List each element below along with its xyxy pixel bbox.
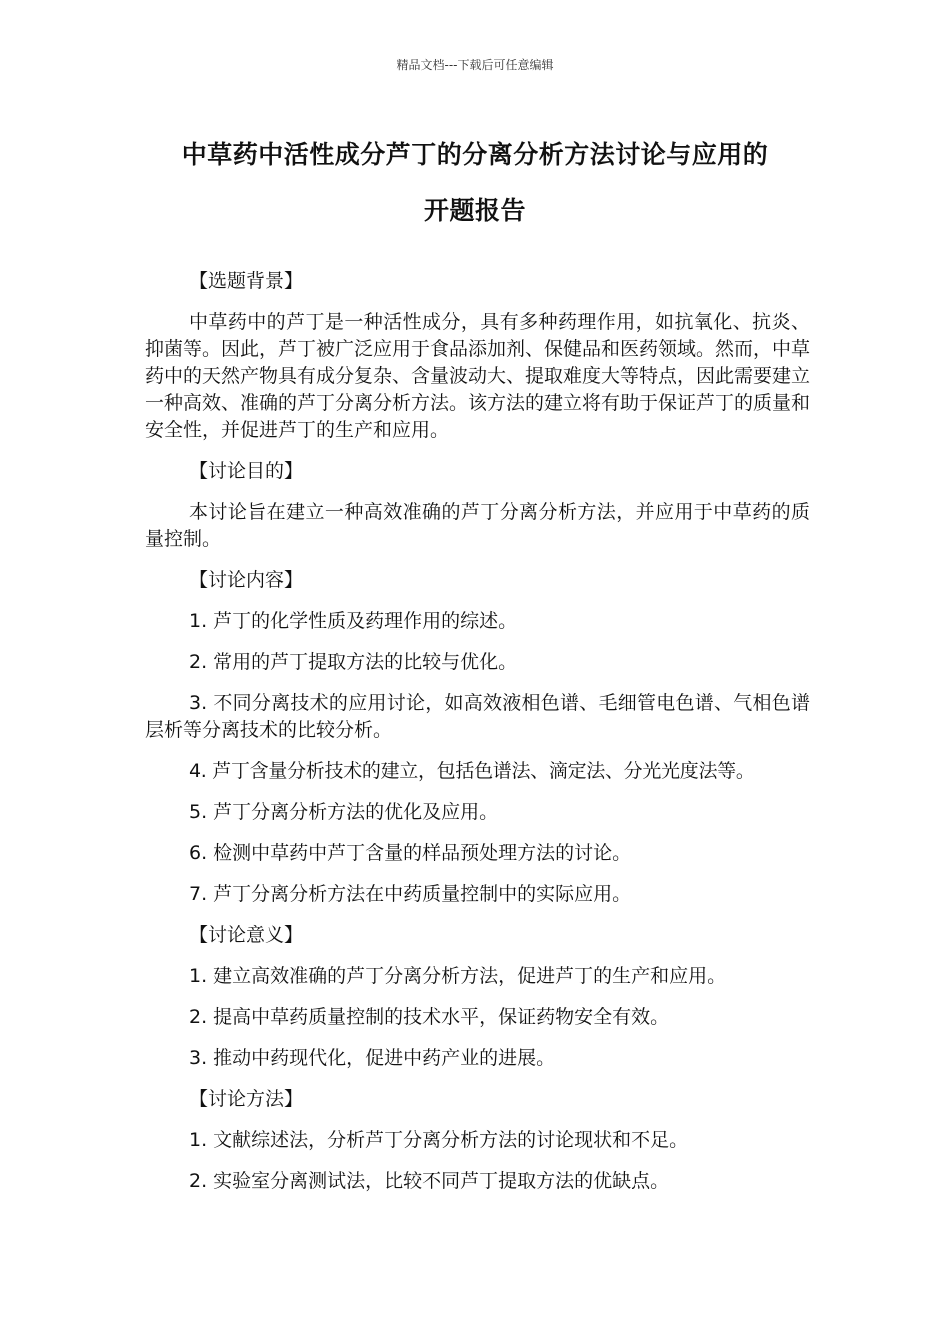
methods-item: 1. 文献综述法，分析芦丁分离分析方法的讨论现状和不足。 xyxy=(189,1129,689,1151)
content-item: 5. 芦丁分离分析方法的优化及应用。 xyxy=(189,801,499,823)
document-title-line-1: 中草药中活性成分芦丁的分离分析方法讨论与应用的 xyxy=(181,140,769,169)
content-item: 7. 芦丁分离分析方法在中药质量控制中的实际应用。 xyxy=(189,883,632,905)
section-heading-purpose: 【讨论目的】 xyxy=(189,460,304,482)
purpose-paragraph: 本讨论旨在建立一种高效准确的芦丁分离分析方法，并应用于中草药的质量控制。 xyxy=(145,501,810,550)
section-heading-background: 【选题背景】 xyxy=(189,270,304,292)
content-item: 1. 芦丁的化学性质及药理作用的综述。 xyxy=(189,610,518,632)
section-heading-significance: 【讨论意义】 xyxy=(189,924,304,946)
content-item: 2. 常用的芦丁提取方法的比较与优化。 xyxy=(189,651,518,673)
document-body xyxy=(145,268,810,1209)
significance-item: 2. 提高中草药质量控制的技术水平，保证药物安全有效。 xyxy=(189,1006,670,1028)
background-paragraph: 中草药中的芦丁是一种活性成分，具有多种药理作用，如抗氧化、抗炎、抑菌等。因此，芦丁被广泛应用于食品添加剂、保健品和医药领域。然而，中草药中的天然产物具有成分复杂、含量波动大、提取难度大等特点，因此需要建立一种高效、准确的芦丁分离分析方法。该方法的建立将有助于保证芦丁的质量和安全性，并促进芦丁的生产和应用。 xyxy=(145,311,811,441)
methods-item: 2. 实验室分离测试法，比较不同芦丁提取方法的优缺点。 xyxy=(189,1170,670,1192)
significance-item: 3. 推动中药现代化，促进中药产业的进展。 xyxy=(189,1047,556,1069)
document-title-line-2: 开题报告 xyxy=(423,196,526,225)
content-item: 4. 芦丁含量分析技术的建立，包括色谱法、滴定法、分光光度法等。 xyxy=(189,760,755,782)
significance-item: 1. 建立高效准确的芦丁分离分析方法，促进芦丁的生产和应用。 xyxy=(189,965,727,987)
section-heading-methods: 【讨论方法】 xyxy=(189,1088,304,1110)
header-note: 精品文档---下载后可任意编辑 xyxy=(396,58,554,72)
content-item: 3. 不同分离技术的应用讨论，如高效液相色谱、毛细管电色谱、气相色谱层析等分离技术的比较分析。 xyxy=(145,692,810,741)
section-heading-content: 【讨论内容】 xyxy=(189,569,304,591)
content-item: 6. 检测中草药中芦丁含量的样品预处理方法的讨论。 xyxy=(189,842,632,864)
